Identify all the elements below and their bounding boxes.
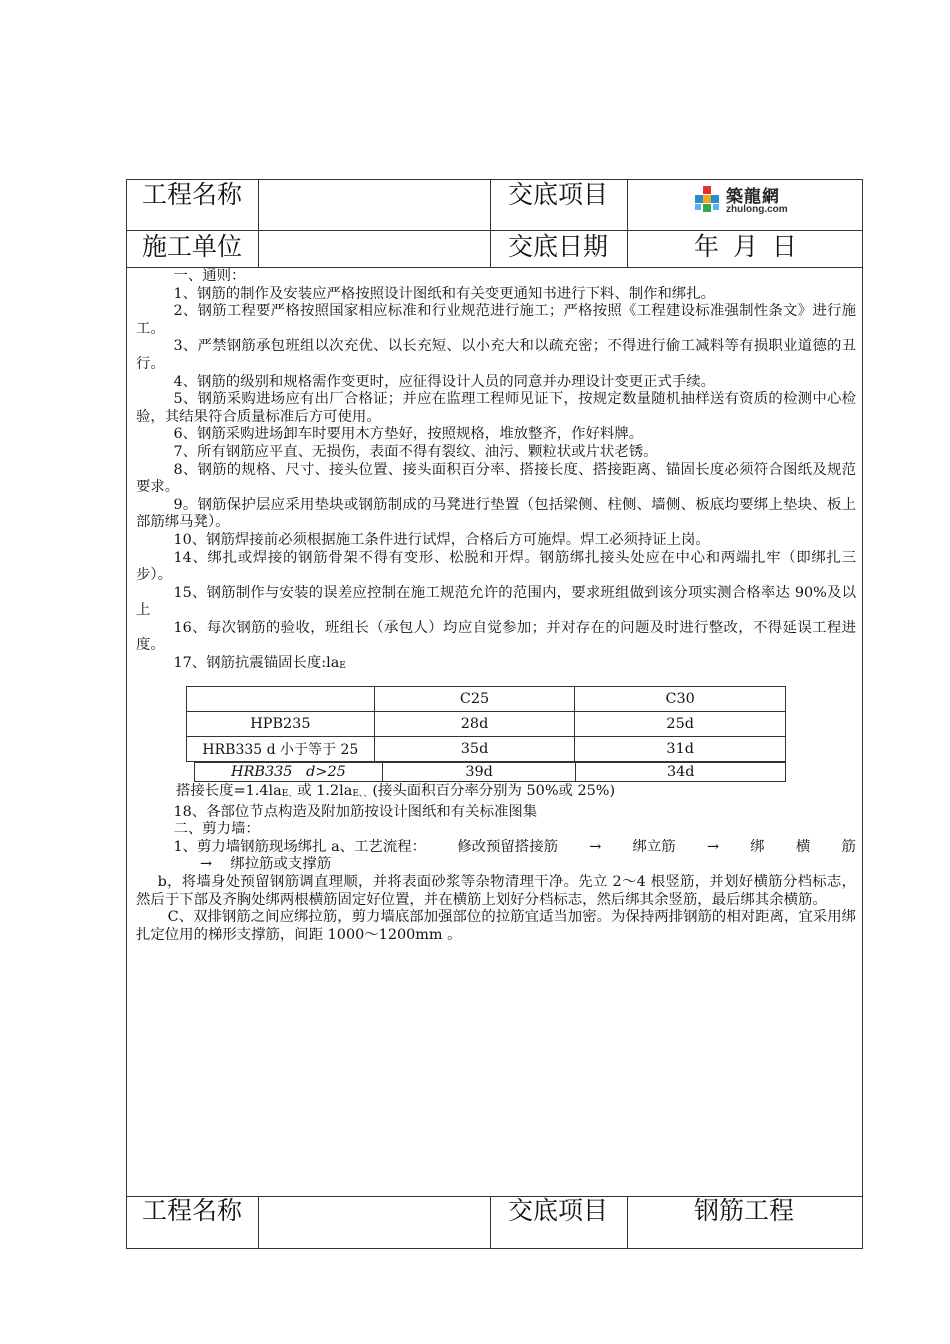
process-flow-line (136, 839, 856, 857)
anchor-table-last-row (194, 762, 786, 782)
table-row (187, 712, 786, 737)
paragraph: 18、各部位节点构造及附加筋按设计图纸和有关标准图集 (173, 803, 538, 820)
flow-step: 修改预留搭接筋 (457, 838, 558, 855)
section-title: 一、通则： (173, 268, 246, 284)
lap-length-b: 或 1.2la (297, 783, 353, 799)
paragraph: 6、钢筋采购进场卸车时要用木方垫好，按照规格，堆放整齐，作好料牌。 (173, 426, 644, 443)
project-name-label: 工程名称 (142, 180, 243, 209)
paragraph: 15、钢筋制作与安装的误差应控制在施工规范允许的范围内，要求班组做到该分项实测合格率达 90%及以上 (136, 584, 856, 619)
anchor-length-label: 17、钢筋抗震锚固长度:la (173, 655, 340, 672)
paragraph: C、双排钢筋之间应绑拉筋，剪力墙底部加强部位的拉筋宜适当加密。为保持两排钢筋的相对距离，宜采用绑扎定位用的梯形支撑筋，间距 1000～1200mm 。 (136, 909, 856, 943)
paragraph: 9。钢筋保护层应采用垫块或钢筋制成的马凳进行垫置（包括梁侧、柱侧、墙侧、板底均要绑上垫块、板上部筋绑马凳）。 (136, 496, 856, 531)
paragraph: 10、钢筋焊接前必须根据施工条件进行试焊，合格后方可施焊。焊工必须持证上岗。 (173, 531, 710, 548)
construction-unit-label: 施工单位 (142, 232, 243, 261)
table-header-cell (187, 687, 375, 712)
footer-project-name-label: 工程名称 (142, 1196, 243, 1225)
zhulong-logo (692, 182, 802, 220)
table-cell: HPB235 (187, 712, 375, 737)
logo-mark-icon (692, 184, 722, 218)
col-divider (258, 179, 259, 267)
process-flow-label: 1、剪力墙钢筋现场绑扎 a、工艺流程： (173, 838, 426, 855)
lap-length-line (136, 783, 856, 804)
disclosure-body-continued (136, 783, 856, 944)
subscript: E (339, 661, 346, 672)
paragraph: 7、所有钢筋应平直、无损伤，表面不得有裂纹、油污、颗粒状或片状老锈。 (173, 443, 658, 460)
table-row (195, 763, 786, 782)
table-row (187, 737, 786, 762)
section-title: 二、剪力墙： (173, 821, 260, 838)
table-cell: 25d (575, 712, 786, 737)
paragraph: 5、钢筋采购进场应有出厂合格证；并应在监理工程师见证下，按规定数量随机抽样送有资质的检测中心检验，其结果符合质量标准后方可使用。 (136, 391, 856, 425)
table-cell: 34d (576, 763, 786, 782)
subscript: E、 (281, 789, 298, 799)
table-cell: HRB335 d 小于等于 25 (187, 737, 375, 762)
table-cell: 31d (575, 737, 786, 762)
disclosure-date-label: 交底日期 (508, 232, 609, 261)
process-flow-line-2: → 绑拉筋或支撑筋 (200, 856, 332, 873)
flow-step: 绑立筋 (632, 838, 676, 855)
col-divider (490, 1196, 491, 1249)
logo-url: zhulong.com (726, 204, 788, 215)
table-cell: 39d (382, 763, 576, 782)
paragraph: 3、严禁钢筋承包班组以次充优、以长充短、以小充大和以疏充密；不得进行偷工减料等有损职业道德的丑行。 (136, 338, 856, 372)
table-cell: 35d (374, 737, 575, 762)
paragraph: 8、钢筋的规格、尺寸、接头位置、接头面积百分率、搭接长度、搭接距离、锚固长度必须符合图纸及规范要求。 (136, 461, 856, 496)
flow-step: 绑 (750, 838, 765, 855)
lap-length-a: 搭接长度=1.4la (176, 783, 282, 799)
table-cell: HRB335 d>25 (195, 763, 383, 782)
flow-step: 筋 (841, 838, 856, 855)
arrow-icon: → (706, 838, 719, 855)
col-divider (627, 1196, 628, 1249)
arrow-icon: → (589, 838, 602, 855)
col-divider (258, 1196, 259, 1249)
table-row (187, 687, 786, 712)
row-divider (126, 230, 863, 231)
table-cell: 28d (374, 712, 575, 737)
col-divider (490, 179, 491, 267)
paragraph: 4、钢筋的级别和规格需作变更时，应征得设计人员的同意并办理设计变更正式手续。 (173, 373, 716, 390)
paragraph: 14、绑扎或焊接的钢筋骨架不得有变形、松脱和开焊。钢筋绑扎接头处应在中心和两端扎牢（即绑扎三步）。 (136, 549, 856, 584)
paragraph: 2、钢筋工程要严格按照国家相应标准和行业规范进行施工；严格按照《工程建设标准强制性条文》进行施工。 (136, 303, 856, 337)
paragraph: b，将墙身处预留钢筋调直理顺，并将表面砂浆等杂物清理干净。先立 2～4 根竖筋，并划好横筋分档标志，然后于下部及齐胸处绑两根横筋固定好位置，并在横筋上划好分档标志，然后绑其余竖筋，最后绑其余横筋。 (136, 873, 856, 908)
flow-step: 横 (795, 838, 811, 855)
table-header-cell: C25 (374, 687, 575, 712)
lap-length-c: (接头面积百分率分别为 50%或 25%) (372, 783, 616, 799)
paragraph: 16、每次钢筋的验收，班组长（承包人）均应自觉参加；并对存在的问题及时进行整改，不得延误工程进度。 (136, 619, 856, 654)
paragraph (136, 655, 856, 676)
footer-disclosure-item-label: 交底项目 (508, 1196, 609, 1225)
date-placeholder: 年 月 日 (694, 232, 797, 261)
disclosure-item-label: 交底项目 (508, 180, 609, 209)
col-divider (627, 179, 628, 267)
logo-text: 築龍網 (726, 187, 780, 207)
anchor-table (186, 686, 786, 762)
footer-disclosure-item-value: 钢筋工程 (694, 1196, 795, 1225)
table-header-cell: C30 (575, 687, 786, 712)
paragraph: 1、钢筋的制作及安装应严格按照设计图纸和有关变更通知书进行下料、制作和绑扎。 (173, 285, 716, 302)
disclosure-body (136, 268, 856, 676)
subscript: E、、 (352, 789, 373, 799)
